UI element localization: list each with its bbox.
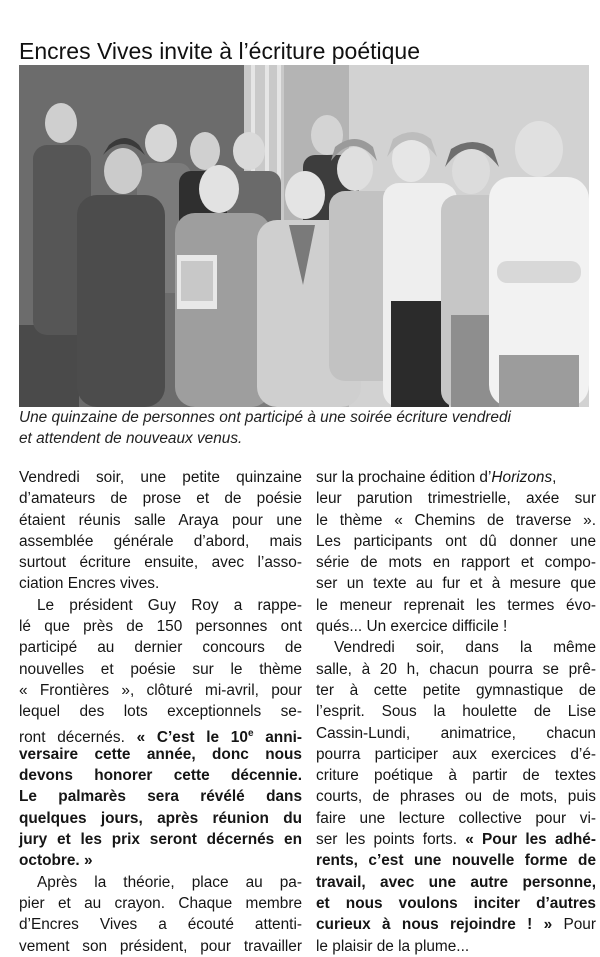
text-line: Les participants ont dû donner une — [316, 532, 596, 550]
text-line: Cassin-Lundi, animatrice, chacun — [316, 724, 596, 742]
text-line: ter à cette petite gymnastique de — [316, 681, 596, 699]
quote-run: curieux à nous rejoindre ! » — [316, 916, 553, 934]
publication-title: Horizons — [491, 469, 553, 486]
text-line: d’Encres Vives a écouté attenti- — [19, 916, 302, 934]
text-line: le thème « Chemins de traverse ». — [316, 511, 596, 529]
text-line: leur parution trimestrielle, axée sur — [316, 490, 596, 508]
text-line: Le palmarès sera révélé dans — [19, 788, 302, 806]
text-line: qués... Un exercice difficile ! — [316, 618, 508, 636]
text-line: lequel des lots exceptionnels se- — [19, 703, 302, 721]
text-line: Le président Guy Roy a rappe- — [37, 596, 302, 614]
article-column-right — [316, 467, 596, 957]
text-line: Après la théorie, place au pa- — [37, 873, 302, 891]
text-line: travail, avec une autre personne, — [316, 873, 596, 891]
text-line: participé au dernier concours de — [19, 639, 302, 657]
text-line: jury et les prix seront décernés en — [19, 831, 302, 849]
text-run: , — [552, 469, 557, 486]
text-line: vement son président, pour travailler — [19, 937, 302, 955]
text-line: quelques jours, après réunion du — [19, 809, 302, 827]
text-line: le plaisir de la plume... — [316, 937, 470, 955]
text-line — [19, 723, 302, 744]
text-line: criture poétique à partir de textes — [316, 767, 596, 785]
text-line: d’amateurs de prose et de poésie — [19, 490, 302, 508]
group-photo-image — [19, 65, 589, 407]
text-line: ser un texte au fur et à mesure que — [316, 575, 596, 593]
text-line: surtout écriture ensuite, avec l’asso- — [19, 554, 302, 572]
text-line: devons honorer cette décennie. — [19, 767, 302, 785]
text-line: rents, c’est une nouvelle forme de — [316, 852, 596, 870]
text-line: pier et au crayon. Chaque membre — [19, 894, 302, 912]
article-headline: Encres Vives invite à l’écriture poétique — [19, 38, 421, 65]
text-line: le meneur reprenait les termes évo- — [316, 596, 596, 614]
caption-line: et attendent de nouveaux venus. — [19, 430, 243, 447]
text-line: Vendredi soir, une petite quinzaine — [19, 469, 302, 486]
text-line: salle, à 20 h, chacun pourra se prê- — [316, 660, 596, 678]
text-line: « Frontières », clôturé mi-avril, pour — [19, 681, 302, 699]
text-line: octobre. » — [19, 852, 93, 870]
text-run: ser les points forts. — [316, 831, 458, 849]
text-run: Pour — [552, 916, 596, 934]
photo-caption — [19, 407, 594, 449]
caption-line: Une quinzaine de personnes ont participé à une soirée écriture vendredi — [19, 409, 511, 426]
text-run: sur la prochaine édition d’ — [316, 469, 492, 486]
ordinal-superscript: e — [247, 727, 254, 739]
text-line: assemblée générale d’abord, mais — [19, 532, 302, 550]
text-line: pourra participer aux exercices d’é- — [316, 745, 596, 763]
quote-text: « C’est le 10 — [136, 728, 248, 746]
text-line: Vendredi soir, dans la même — [334, 639, 596, 657]
text-line: nouvelles et poésie sur le thème — [19, 660, 302, 678]
article-column-left — [19, 467, 302, 957]
text-line: et nous voulons inciter d’autres — [316, 894, 596, 912]
article-photo — [19, 65, 589, 407]
text-line: courts, de phrases ou de mots, puis — [316, 788, 596, 806]
text-line: versaire cette année, donc nous — [19, 745, 302, 763]
text-line: l’esprit. Sous la houlette de Lise — [316, 703, 596, 721]
text-line: série de mots en rapport et compo- — [316, 554, 596, 572]
quote-text: anni- — [253, 728, 302, 746]
text-line: étaient réunis salle Araya pour une — [19, 511, 302, 529]
text-line — [316, 467, 596, 488]
text-line: ciation Encres vives. — [19, 575, 160, 593]
text-line — [316, 829, 596, 850]
text-run: ront décernés. — [19, 728, 125, 746]
text-line: lé que près de 150 personnes ont — [19, 618, 302, 636]
text-line — [316, 914, 596, 935]
text-line: faire une lecture collective pour vi- — [316, 809, 596, 827]
quote-run: « Pour les adhé- — [465, 831, 596, 849]
